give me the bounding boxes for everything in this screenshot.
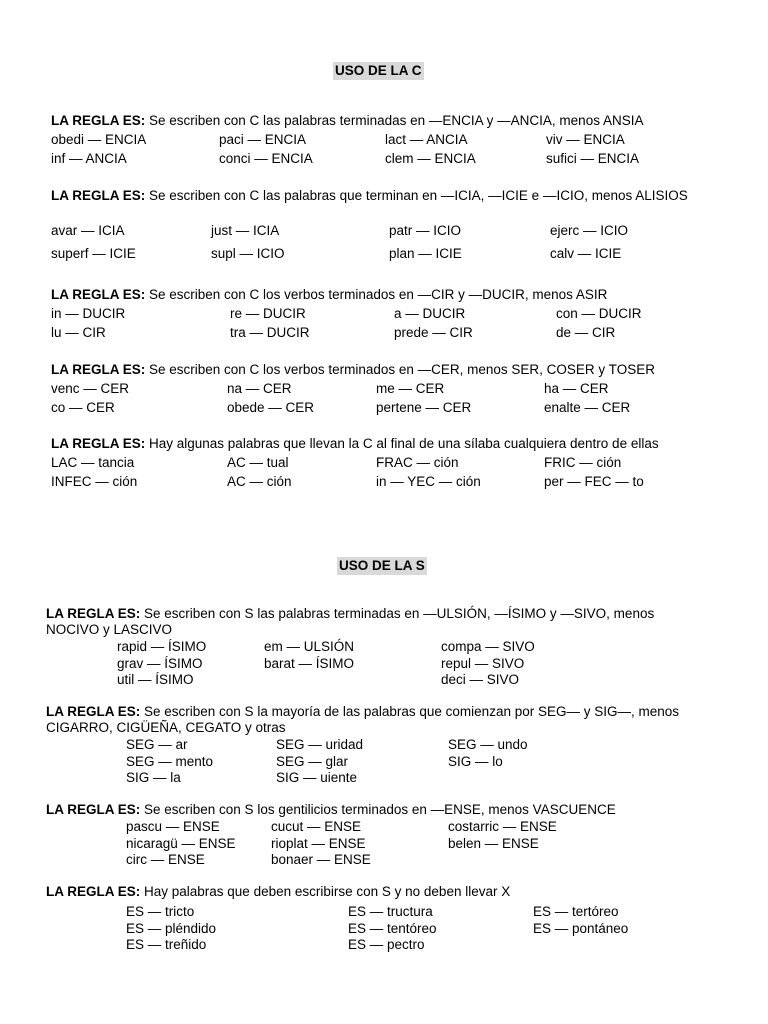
- example-word: calv — ICIE: [550, 246, 622, 261]
- example-word: ha — CER: [544, 381, 609, 396]
- example-word: ES — tructura: [348, 904, 433, 919]
- c-rule-3: [51, 287, 691, 303]
- example-word: pascu — ENSE: [126, 819, 220, 834]
- example-word: prede — CIR: [394, 325, 473, 340]
- c-rule-4: [51, 362, 691, 378]
- example-word: ES — tertóreo: [533, 904, 619, 919]
- example-word: SIG — lo: [448, 753, 503, 769]
- example-word: per — FEC — to: [544, 474, 644, 489]
- c-rule-1: [51, 113, 691, 129]
- rule-text: Se escriben con S las palabras terminadas en —ULSIÓN, —ÍSIMO y —SIVO, menos NOCIVO y LASCIVO: [46, 606, 655, 637]
- example-word: lact — ANCIA: [385, 132, 468, 147]
- example-word: SEG — undo: [448, 737, 528, 752]
- title-uso-de-la-s: USO DE LA S: [339, 558, 425, 573]
- example-word: lu — CIR: [51, 325, 106, 340]
- example-word: deci — SIVO: [441, 672, 520, 687]
- example-word: barat — ÍSIMO: [264, 655, 355, 671]
- example-word: supl — ICIO: [211, 246, 285, 261]
- example-word: compa — SIVO: [441, 639, 535, 654]
- rule-label: LA REGLA ES:: [46, 802, 141, 817]
- example-word: enalte — CER: [544, 400, 631, 415]
- rule-text: Hay palabras que deben escribirse con S y no deben llevar X: [140, 884, 511, 899]
- example-word: conci — ENCIA: [219, 151, 313, 166]
- example-word: obede — CER: [227, 400, 315, 415]
- rule-label: LA REGLA ES:: [46, 704, 141, 719]
- c-rule-5: [51, 436, 691, 452]
- example-word: clem — ENCIA: [385, 151, 476, 166]
- rule-text: Hay algunas palabras que llevan la C al final de una sílaba cualquiera dentro de ellas: [145, 436, 659, 451]
- rule-label: LA REGLA ES:: [51, 188, 146, 203]
- example-word: avar — ICIA: [51, 223, 125, 238]
- example-word: superf — ICIE: [51, 246, 136, 261]
- example-word: SEG — mento: [126, 753, 214, 769]
- example-word: in — YEC — ción: [376, 474, 481, 489]
- example-word: patr — ICIO: [389, 223, 462, 238]
- rule-text: Se escriben con C las palabras que terminan en —ICIA, —ICIE e —ICIO, menos ALISIOS: [145, 188, 688, 203]
- example-word: paci — ENCIA: [219, 132, 307, 147]
- rule-text: Se escriben con C las palabras terminadas en —ENCIA y —ANCIA, menos ANSIA: [145, 113, 644, 128]
- rule-label: LA REGLA ES:: [46, 884, 141, 899]
- example-word: SIG — la: [126, 770, 181, 785]
- rule-text: Se escriben con S los gentilicios terminados en —ENSE, menos VASCUENCE: [140, 802, 616, 817]
- example-word: con — DUCIR: [556, 306, 642, 321]
- example-word: inf — ANCIA: [51, 151, 127, 166]
- example-word: SEG — glar: [276, 753, 349, 769]
- example-word: INFEC — ción: [51, 474, 138, 489]
- example-word: SEG — uridad: [276, 737, 364, 752]
- example-word: re — DUCIR: [230, 306, 306, 321]
- example-word: plan — ICIE: [389, 246, 462, 261]
- example-word: in — DUCIR: [51, 306, 126, 321]
- example-word: viv — ENCIA: [546, 132, 625, 147]
- example-word: util — ÍSIMO: [117, 672, 194, 687]
- s-rule-2: [46, 704, 696, 736]
- rule-label: LA REGLA ES:: [51, 287, 146, 302]
- example-word: FRAC — ción: [376, 455, 459, 470]
- example-word: ES — pontáneo: [533, 920, 629, 936]
- example-word: SIG — uiente: [276, 770, 358, 785]
- example-word: ES — treñido: [126, 937, 207, 952]
- title-uso-de-la-c: USO DE LA C: [335, 63, 422, 78]
- example-word: AC — tual: [227, 455, 289, 470]
- rule-text: Se escriben con C los verbos terminados en —CER, menos SER, COSER y TOSER: [145, 362, 655, 377]
- example-word: LAC — tancia: [51, 455, 135, 470]
- s-rule-4: [46, 884, 696, 900]
- example-word: cucut — ENSE: [271, 819, 362, 834]
- example-word: ES — tentóreo: [348, 920, 437, 936]
- rule-text: Se escriben con S la mayoría de las palabras que comienzan por SEG— y SIG—, menos CIGARRO, CIGÜEÑA, CEGATO y otras: [46, 704, 680, 735]
- example-word: circ — ENSE: [126, 852, 205, 867]
- example-word: ES — tricto: [126, 904, 195, 919]
- rule-label: LA REGLA ES:: [46, 606, 141, 621]
- example-word: repul — SIVO: [441, 655, 525, 671]
- rule-label: LA REGLA ES:: [51, 436, 146, 451]
- example-word: ES — pléndido: [126, 920, 217, 936]
- example-word: de — CIR: [556, 325, 616, 340]
- rule-text: Se escriben con C los verbos terminados en —CIR y —DUCIR, menos ASIR: [145, 287, 608, 302]
- example-word: SEG — ar: [126, 737, 188, 752]
- c-rule-2: [51, 188, 691, 204]
- example-word: rioplat — ENSE: [271, 835, 366, 851]
- example-word: pertene — CER: [376, 400, 472, 415]
- s-rule-3: [46, 802, 696, 818]
- example-word: ejerc — ICIO: [550, 223, 629, 238]
- example-word: costarric — ENSE: [448, 819, 557, 834]
- example-word: na — CER: [227, 381, 292, 396]
- example-word: em — ULSIÓN: [264, 639, 355, 654]
- example-word: co — CER: [51, 400, 115, 415]
- s-rule-1: [46, 606, 696, 638]
- example-word: nicaragü — ENSE: [126, 835, 236, 851]
- example-word: ES — pectro: [348, 937, 425, 952]
- example-word: just — ICIA: [211, 223, 280, 238]
- rule-label: LA REGLA ES:: [51, 113, 146, 128]
- example-word: bonaer — ENSE: [271, 852, 371, 867]
- rule-label: LA REGLA ES:: [51, 362, 146, 377]
- example-word: AC — ción: [227, 474, 292, 489]
- example-word: a — DUCIR: [394, 306, 466, 321]
- example-word: FRIC — ción: [544, 455, 622, 470]
- example-word: rapid — ÍSIMO: [117, 639, 207, 654]
- example-word: me — CER: [376, 381, 445, 396]
- example-word: belen — ENSE: [448, 835, 539, 851]
- example-word: venc — CER: [51, 381, 130, 396]
- example-word: sufici — ENCIA: [546, 151, 640, 166]
- example-word: obedi — ENCIA: [51, 132, 147, 147]
- example-word: grav — ÍSIMO: [117, 655, 203, 671]
- example-word: tra — DUCIR: [230, 325, 310, 340]
